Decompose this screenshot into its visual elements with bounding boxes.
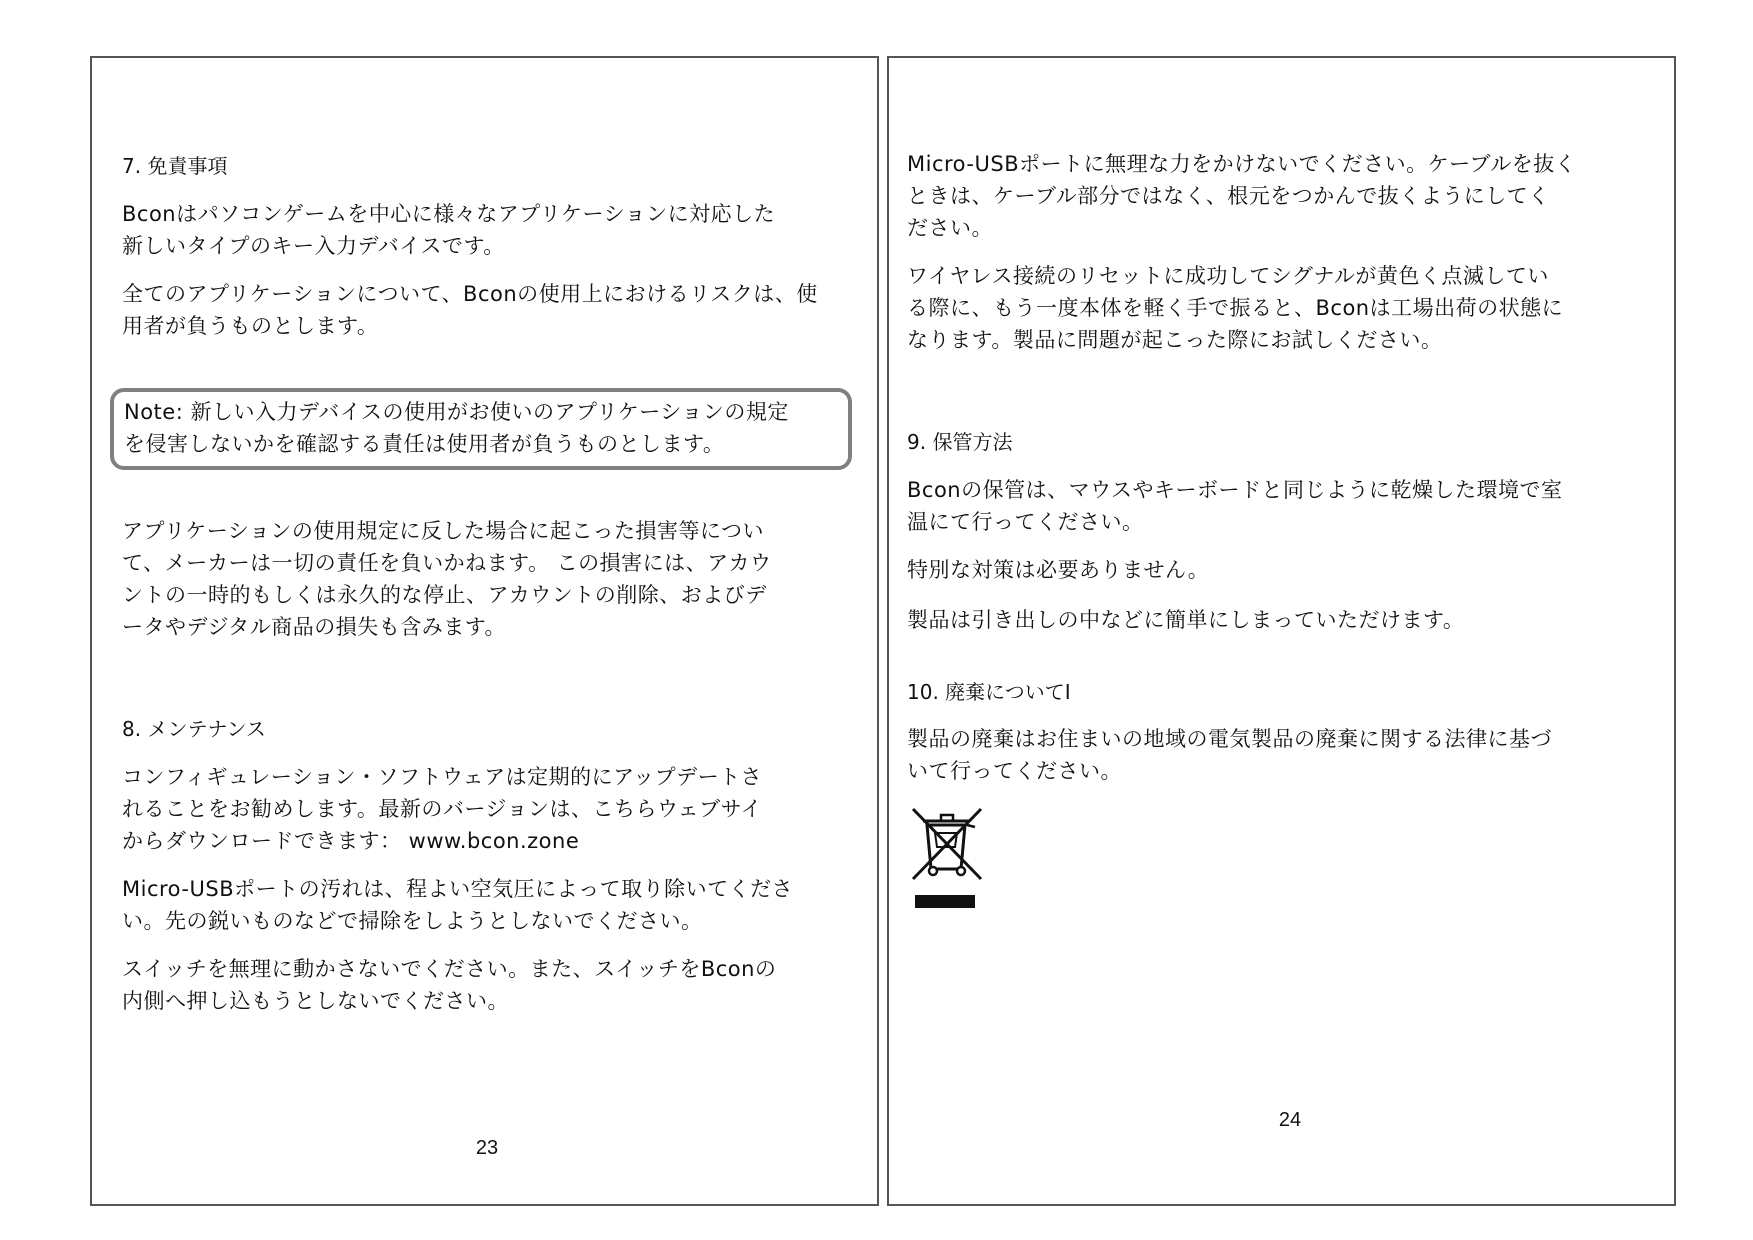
page-number: 24 <box>1278 1109 1302 1131</box>
section-7-heading: 7. 免責事項 <box>122 154 228 178</box>
text-line: Note: 新しい入力デバイスの使用がお使いのアプリケーションの規定 <box>124 400 789 424</box>
note-text <box>124 396 789 460</box>
text-line: スイッチを無理に動かさないでください。また、スイッチをBconの <box>122 957 777 981</box>
bcon-description-paragraph <box>122 198 775 262</box>
drawer-paragraph: 製品は引き出しの中などに簡単にしまっていただけます。 <box>907 608 1465 632</box>
crossed-out-wheelie-bin-icon <box>907 803 987 915</box>
text-line: なります。製品に問題が起こった際にお試しください。 <box>907 328 1443 352</box>
text-line: 新しいタイプのキー入力デバイスです。 <box>122 234 505 258</box>
text-line: ときは、ケーブル部分ではなく、根元をつかんで抜くようにしてく <box>907 184 1550 208</box>
text-line: れることをお勧めします。最新のバージョンは、こちらウェブサイ <box>122 797 763 821</box>
risk-paragraph <box>122 278 818 342</box>
disposal-paragraph <box>907 723 1552 787</box>
section-9-heading: 9. 保管方法 <box>907 430 1013 454</box>
text-line: からダウンロードできます： www.bcon.zone <box>122 829 580 853</box>
text-line: を侵害しないかを確認する責任は使用者が負うものとします。 <box>124 432 725 456</box>
section-8-heading: 8. メンテナンス <box>122 717 266 741</box>
text-line: ントの一時的もしくは永久的な停止、アカウントの削除、およびデ <box>122 583 767 607</box>
left-page <box>90 56 879 1206</box>
text-line: Micro-USBポートに無理な力をかけないでください。ケーブルを抜く <box>907 152 1577 176</box>
damage-paragraph <box>122 515 771 643</box>
note-box <box>110 388 852 470</box>
wireless-reset-paragraph <box>907 260 1563 356</box>
text-line: て、メーカーは一切の責任を負いかねます。 この損害には、アカウ <box>122 551 772 575</box>
text-line: いて行ってください。 <box>907 759 1122 783</box>
storage-paragraph <box>907 474 1562 538</box>
text-line: ータやデジタル商品の損失も含みます。 <box>122 615 507 639</box>
switch-paragraph <box>122 953 776 1017</box>
text-line: 温にて行ってください。 <box>907 510 1144 534</box>
text-line: る際に、もう一度本体を軽く手で振ると、Bconは工場出荷の状態に <box>907 296 1564 320</box>
text-line: 内側へ押し込もうとしないでください。 <box>122 989 509 1013</box>
text-line: Bconの保管は、マウスやキーボードと同じように乾燥した環境で室 <box>907 478 1563 502</box>
text-line: Micro-USBポートの汚れは、程よい空気圧によって取り除いてくださ <box>122 877 794 901</box>
right-page <box>887 56 1676 1206</box>
no-measures-paragraph: 特別な対策は必要ありません。 <box>907 558 1210 582</box>
software-update-paragraph <box>122 761 762 857</box>
usb-force-paragraph <box>907 148 1576 244</box>
section-10-heading: 10. 廃棄についてI <box>907 680 1071 704</box>
text-line: アプリケーションの使用規定に反した場合に起こった損害等につい <box>122 519 765 543</box>
usb-cleaning-paragraph <box>122 873 793 937</box>
text-line: い。先の鋭いものなどで掃除をしようとしないでください。 <box>122 909 703 933</box>
text-line: ワイヤレス接続のリセットに成功してシグナルが黄色く点滅してい <box>907 264 1549 288</box>
text-line: コンフィギュレーション・ソフトウェアは定期的にアップデートさ <box>122 765 763 789</box>
text-line: 製品の廃棄はお住まいの地域の電気製品の廃棄に関する法律に基づ <box>907 727 1552 751</box>
text-line: 全てのアプリケーションについて、Bconの使用上におけるリスクは、使 <box>122 282 818 306</box>
text-line: Bconはパソコンゲームを中心に様々なアプリケーションに対応した <box>122 202 776 226</box>
text-line: ださい。 <box>907 216 993 240</box>
page-number: 23 <box>475 1137 499 1159</box>
text-line: 用者が負うものとします。 <box>122 314 379 338</box>
